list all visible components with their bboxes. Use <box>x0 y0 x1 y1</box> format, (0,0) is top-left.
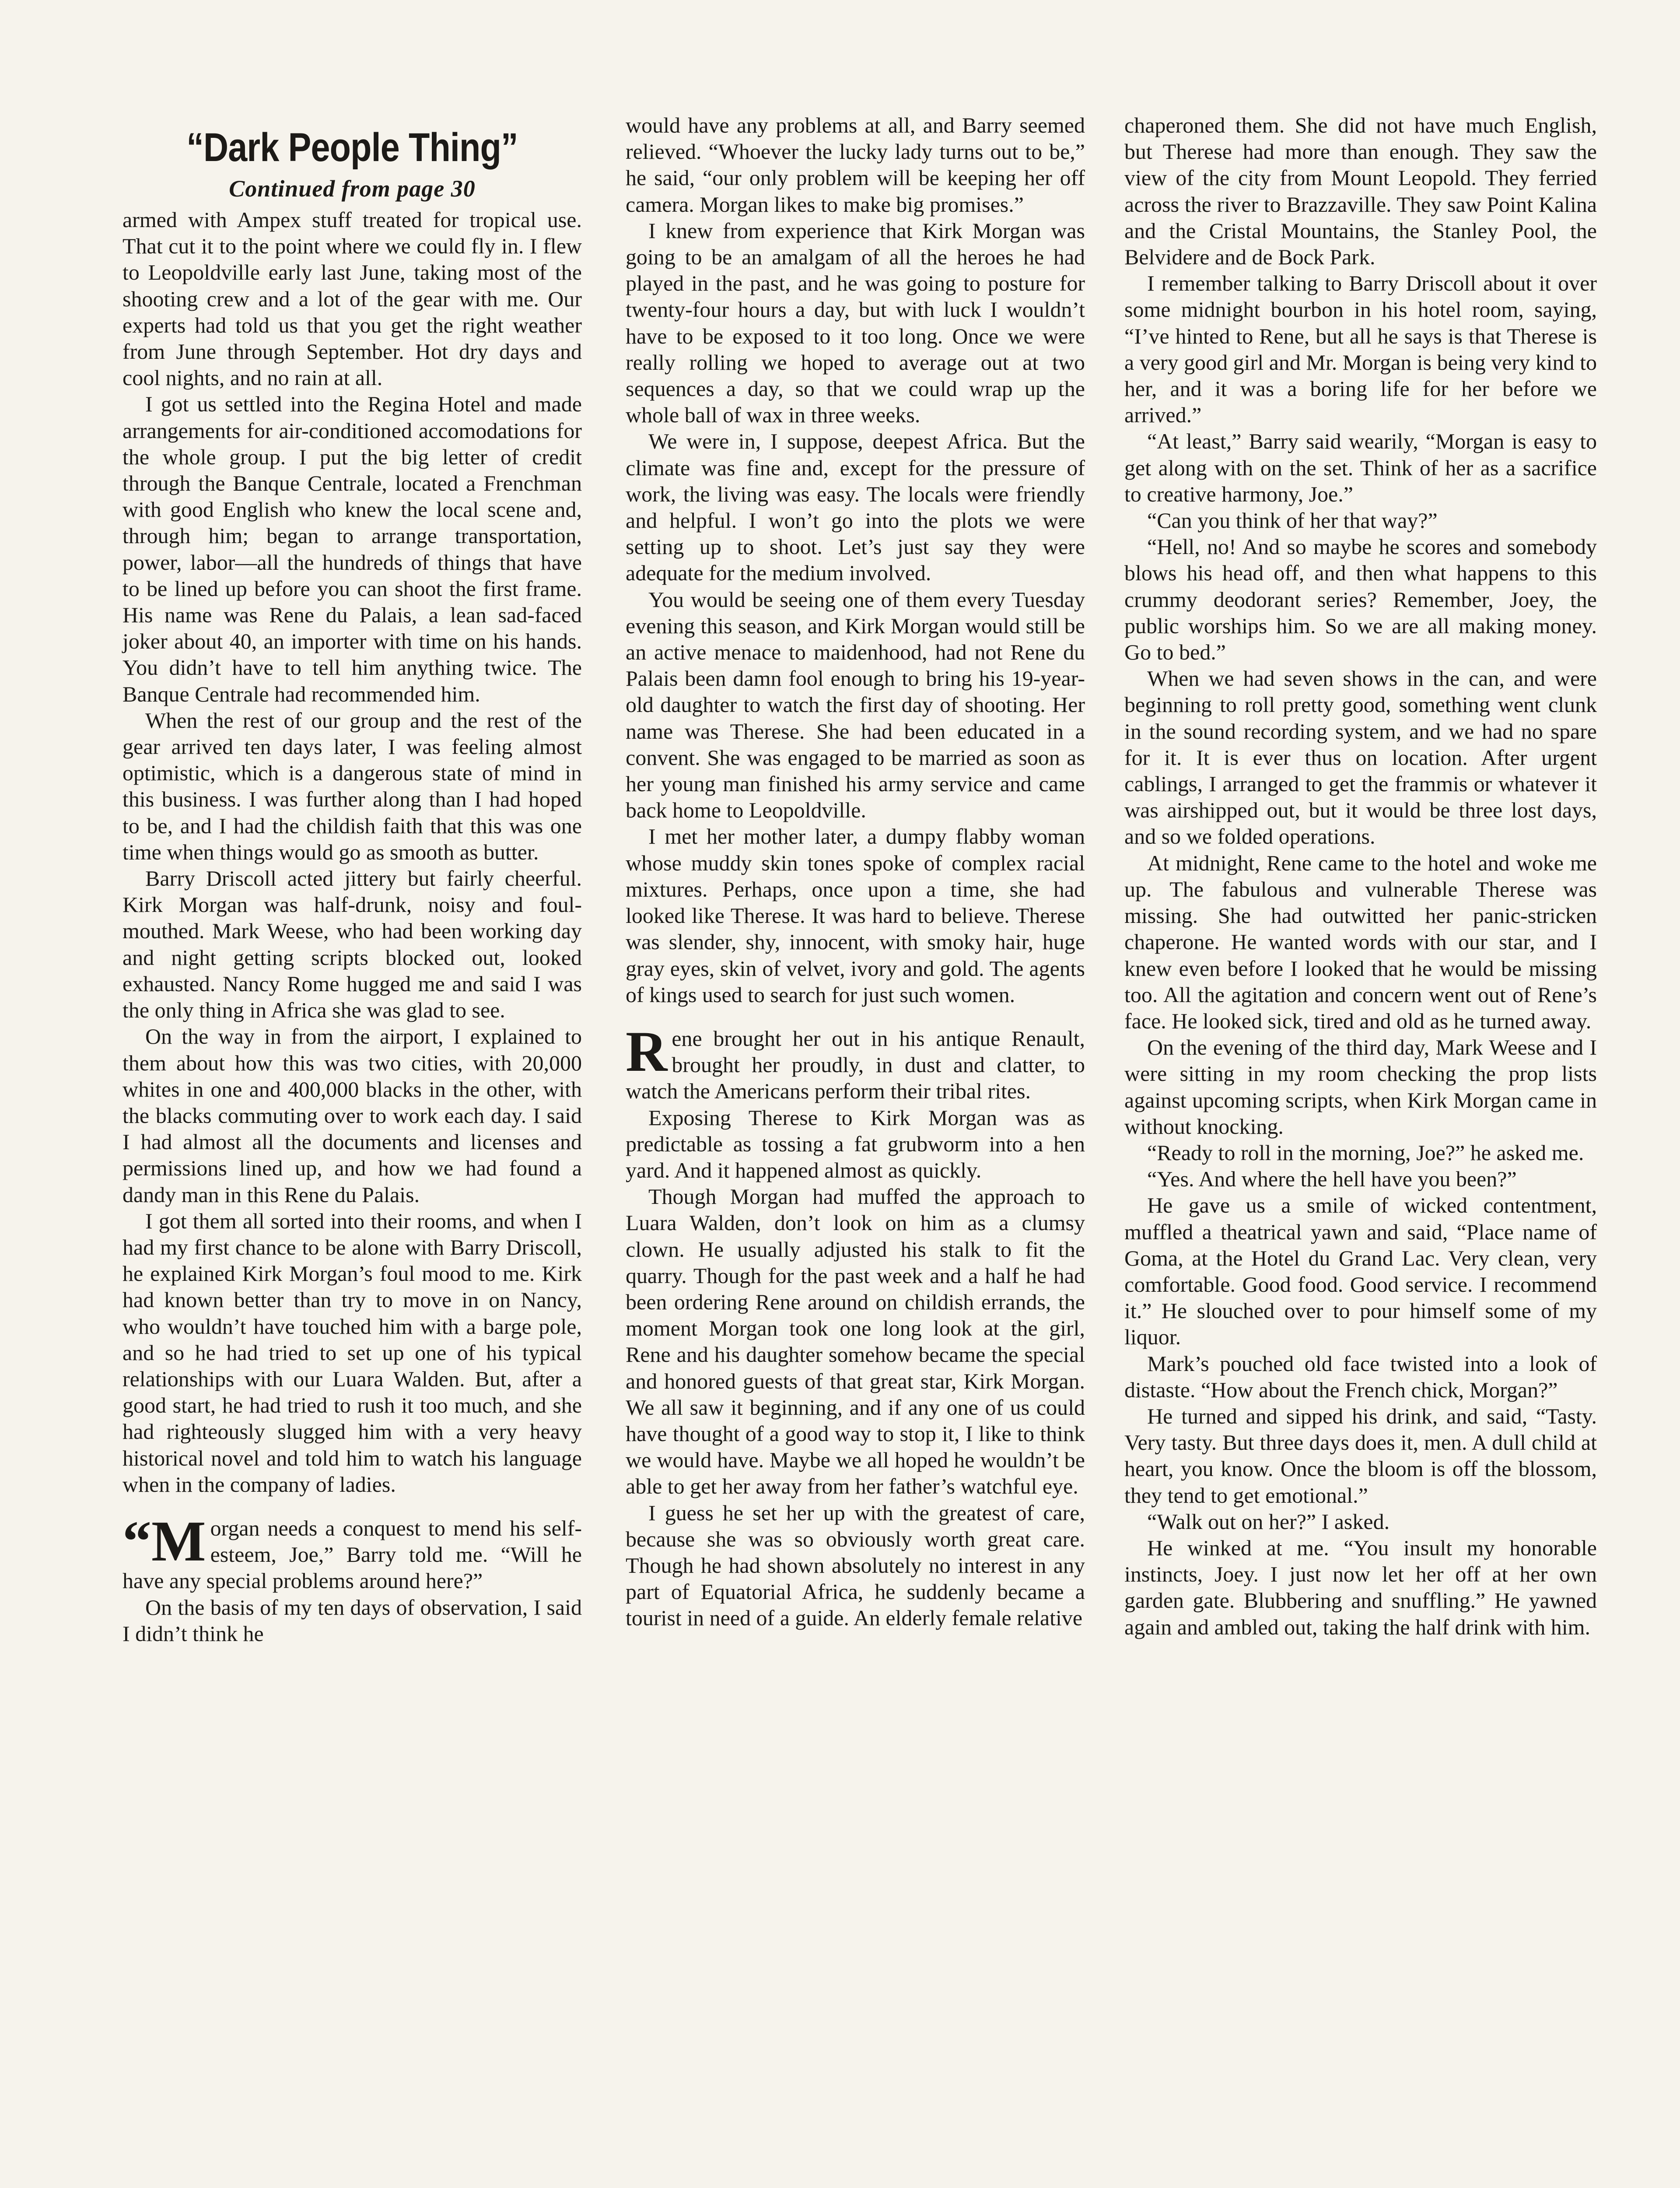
paragraph: Barry Driscoll acted jittery but fairly cheerful. Kirk Morgan was half-drunk, noisy and foul-mouthed. Mark Weese, who had been working day and night getting scripts blocked out, looked exhausted. Nancy Rome hugged me and said I was the only thing in Africa she was glad to see. <box>122 866 582 1023</box>
paragraph: “Walk out on her?” I asked. <box>1147 1509 1390 1534</box>
paragraph: I knew from experience that Kirk Morgan was going to be an amalgam of all the heroes he had played in the past, and he was going to posture for twenty-four hours a day, but with luck I wouldn’t have to be exposed to it too long. Once we were really rolling we hoped to average out at two sequences a day, so that we could wrap up the whole ball of wax in three weeks. <box>626 218 1085 428</box>
paragraph: I got them all sorted into their rooms, and when I had my first chance to be alone with Barry Driscoll, he explained Kirk Morgan’s foul mood to me. Kirk had known better than try to move in on Nancy, who wouldn’t have touched him with a barge pole, and so he had tried to set up one of his typical relationships with our Luara Walden. But, after a good start, he had tried to rush it too much, and she had righteously slugged him with a very heavy historical novel and told him to watch his language when in the company of ladies. <box>122 1208 582 1497</box>
paragraph: “Can you think of her that way?” <box>1147 508 1438 533</box>
paragraph: He gave us a smile of wicked contentment, muffled a theatrical yawn and said, “Place name of Goma, at the Hotel du Grand Lac. Very clean, very comfortable. Good food. Good service. I recommend it.” He slouched over to pour himself some of my liquor. <box>1124 1193 1597 1350</box>
paragraph: armed with Ampex stuff treated for tropical use. That cut it to the point where we could fly in. I flew to Leopoldville early last June, taking most of the shooting crew and a lot of the gear with me. Our experts had told us that you get the right weather from June through September. Hot dry days and cool nights, and no rain at all. <box>122 207 582 390</box>
dropcap-paragraph <box>122 1508 582 1594</box>
paragraph: We were in, I suppose, deepest Africa. But the climate was fine and, except for the pressure of work, the living was easy. The locals were friendly and helpful. I won’t go into the plots we were setting up to shoot. Let’s just say they were adequate for the medium involved. <box>626 429 1085 586</box>
paragraph: When we had seven shows in the can, and were beginning to roll pretty good, something went clunk in the sound recording system, and we had no spare for it. It is ever thus on location. After urgent cablings, I arranged to get the frammis or whatever it was airshipped out, but it would be three lost days, and so we folded operations. <box>1124 666 1597 849</box>
continued-line: Continued from page 30 <box>229 175 476 202</box>
paragraph: On the evening of the third day, Mark Weese and I were sitting in my room checking the prop lists against upcoming scripts, when Kirk Morgan came in without knocking. <box>1124 1035 1597 1139</box>
paragraph: I got us settled into the Regina Hotel and made arrangements for air-conditioned accomodations for the whole group. I put the big letter of credit through the Banque Centrale, located a Frenchman with good English who knew the local scene and, through him; began to arrange transportation, power, labor—all the hundreds of things that have to be lined up before you can shoot the first frame. His name was Rene du Palais, a lean sad-faced joker about 40, an importer with time on his hands. You didn’t have to tell him anything twice. The Banque Centrale had recommended him. <box>122 392 582 706</box>
paragraph: He winked at me. “You insult my honorable instincts, Joey. I just now let her off at her own garden gate. Blubbering and snuffling.” He yawned again and ambled out, taking the half drink with him. <box>1124 1535 1597 1639</box>
paragraph: I guess he set her up with the greatest of care, because she was so obviously worth great care. Though he had shown absolutely no interest in any part of Equatorial Africa, he suddenly became a tourist in need of a guide. An elderly female relative <box>626 1500 1085 1630</box>
paragraph: I remember talking to Barry Driscoll about it over some midnight bourbon in his hotel room, saying, “I’ve hinted to Rene, but all he says is that Therese is a very good girl and Mr. Morgan is being very kind to her, and it was a boring life for her before we arrived.” <box>1124 271 1597 428</box>
paragraph: “Yes. And where the hell have you been?” <box>1147 1167 1517 1192</box>
drop-cap: “M <box>122 1508 206 1573</box>
paragraph: would have any problems at all, and Barry seemed relieved. “Whoever the lucky lady turns out to be,” he said, “our only problem will be keeping her off camera. Morgan likes to make big promises.” <box>626 113 1085 217</box>
paragraph: Exposing Therese to Kirk Morgan was as predictable as tossing a fat grubworm into a hen yard. And it happened almost as quickly. <box>626 1105 1085 1182</box>
paragraph: “At least,” Barry said wearily, “Morgan is easy to get along with on the set. Think of her as a sacrifice to creative harmony, Joe.” <box>1124 429 1597 506</box>
paragraph: chaperoned them. She did not have much English, but Therese had more than enough. They saw the view of the city from Mount Leopold. They ferried across the river to Brazzaville. They saw Point Kalina and the Cristal Mountains, the Stanley Pool, the Belvidere and de Bock Park. <box>1124 113 1597 270</box>
paragraph: On the basis of my ten days of observation, I said I didn’t think he <box>122 1595 582 1646</box>
headline: “Dark People Thing” <box>186 125 518 170</box>
magazine-page <box>122 114 1619 2188</box>
dropcap-paragraph <box>626 1019 1085 1105</box>
paragraph: You would be seeing one of them every Tuesday evening this season, and Kirk Morgan would still be an active menace to maidenhood, had not Rene du Palais been damn fool enough to bring his 19-year-old daughter to watch the first day of shooting. Her name was Therese. She had been educated in a convent. She was engaged to be married as soon as her young man finished his army service and came back home to Leopoldville. <box>626 587 1085 823</box>
paragraph: Mark’s pouched old face twisted into a look of distaste. “How about the French chick, Morgan?” <box>1124 1351 1597 1402</box>
paragraph-text: organ needs a conquest to mend his self-esteem, Joe,” Barry told me. “Will he have any special problems around here?” <box>122 1515 582 1593</box>
paragraph: I met her mother later, a dumpy flabby woman whose muddy skin tones spoke of complex racial mixtures. Perhaps, once upon a time, she had looked like Therese. It was hard to believe. Therese was slender, shy, innocent, with smoky hair, huge gray eyes, skin of velvet, ivory and gold. The agents of kings used to search for just such women. <box>626 824 1085 1007</box>
drop-cap: R <box>626 1019 668 1083</box>
paragraph-text: ene brought her out in his antique Renault, brought her proudly, in dust and clatter, to watch the Americans perform their tribal rites. <box>626 1026 1085 1104</box>
paragraph: On the way in from the airport, I explained to them about how this was two cities, with 20,000 whites in one and 400,000 blacks in the other, with the blacks commuting over to work each day. I said I had almost all the documents and licenses and permissions lined up, and how we had found a dandy man in this Rene du Palais. <box>122 1024 582 1207</box>
paragraph: When the rest of our group and the rest of the gear arrived ten days later, I was feeling almost optimistic, which is a dangerous state of mind in this business. I was further along than I had hoped to be, and I had the childish faith that this was one time when things would go as smooth as butter. <box>122 708 582 864</box>
paragraph: Though Morgan had muffed the approach to Luara Walden, don’t look on him as a clumsy clown. He usually adjusted his stalk to fit the quarry. Though for the past week and a half he had been ordering Rene around on childish errands, the moment Morgan took one long look at the girl, Rene and his daughter somehow became the special and honored guests of that great star, Kirk Morgan. We all saw it beginning, and if any one of us could have thought of a good way to stop it, I like to think we would have. Maybe we all hoped he wouldn’t be able to get her away from her father’s watchful eye. <box>626 1184 1085 1499</box>
column-3 <box>1124 112 1597 1640</box>
column-1 <box>122 114 582 1647</box>
paragraph: “Ready to roll in the morning, Joe?” he asked me. <box>1147 1140 1584 1165</box>
paragraph: At midnight, Rene came to the hotel and woke me up. The fabulous and vulnerable Therese was missing. She had outwitted her panic-stricken chaperone. He wanted words with our star, and I knew even before I looked that he would be missing too. All the agitation and concern went out of Rene’s face. He looked sick, tired and old as he turned away. <box>1124 850 1597 1033</box>
column-2 <box>626 112 1085 1631</box>
paragraph: “Hell, no! And so maybe he scores and somebody blows his head off, and then what happens to this crummy deodorant series? Remember, Joey, the public worships him. So we are all making money. Go to bed.” <box>1124 534 1597 665</box>
paragraph: He turned and sipped his drink, and said, “Tasty. Very tasty. But three days does it, men. A dull child at heart, you know. Once the bloom is off the blossom, they tend to get emotional.” <box>1124 1403 1597 1508</box>
